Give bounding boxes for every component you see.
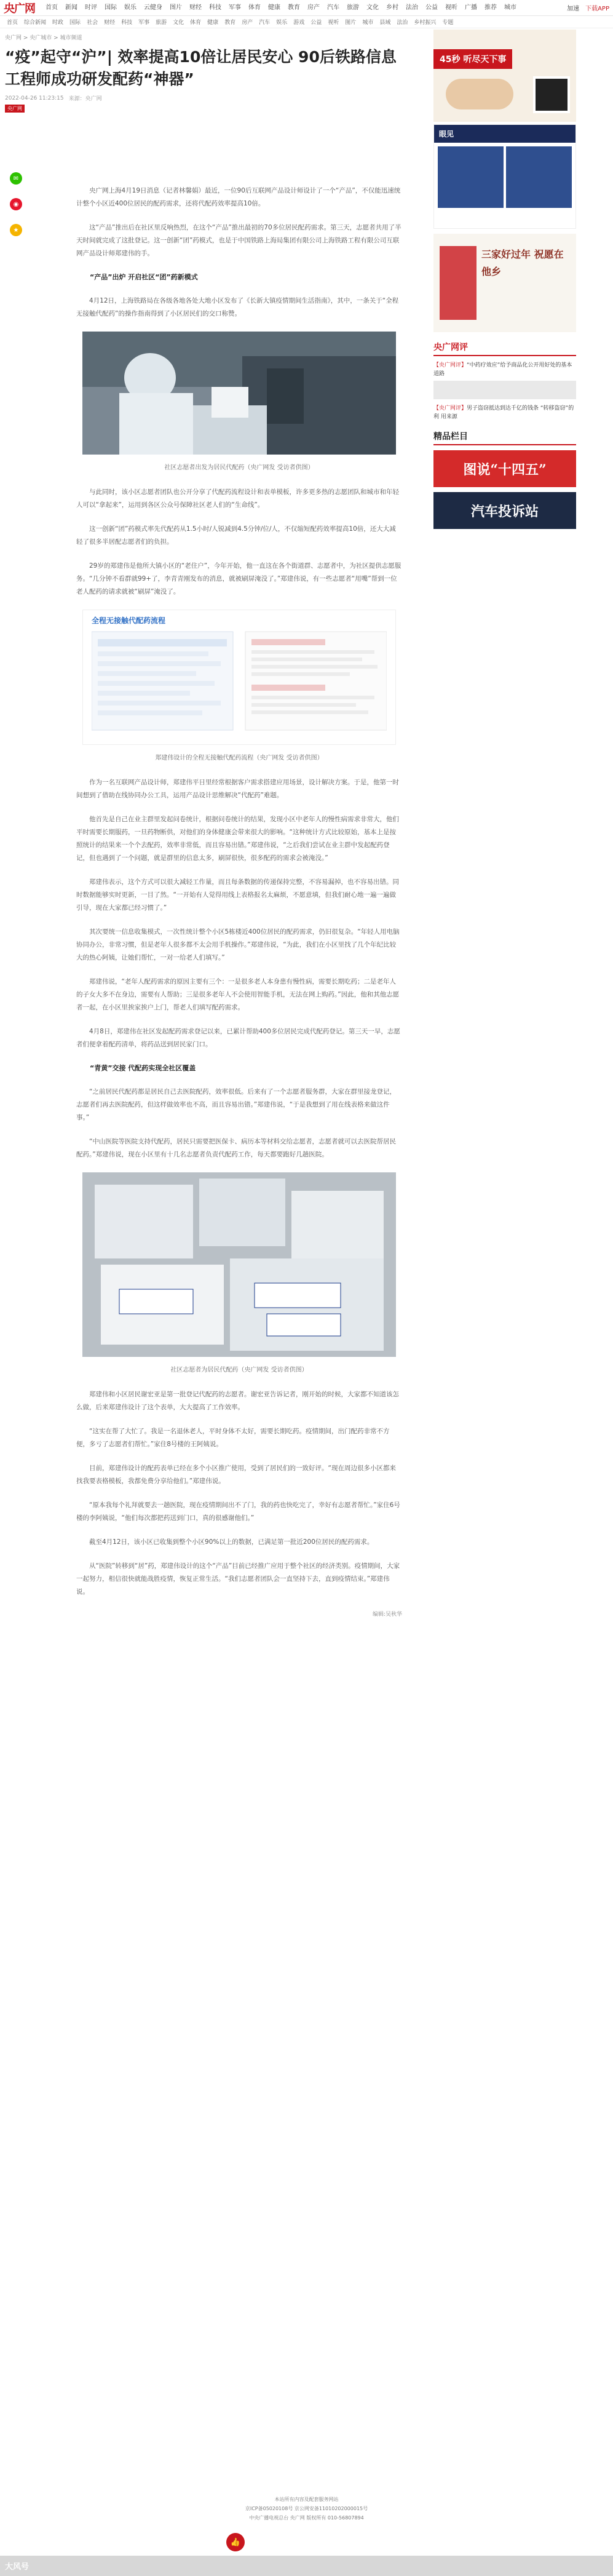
subnav-item[interactable]: 教育	[224, 20, 236, 26]
top-navbar	[0, 0, 613, 16]
paragraph: 与此同时，该小区志愿者团队也公开分享了代配药流程设计和表单模板，许多更多热的志愿团队和城市和年轻人可以“拿起来”，运用到各区公众号保障社区老人们的“生命线”。	[76, 488, 399, 509]
nav-item[interactable]: 汽车	[327, 4, 339, 11]
nav-item[interactable]: 城市	[504, 4, 516, 11]
paragraph: 郑建伟表示，这个方式可以很大减轻工作量，而且每条数据的传递保持完整，不容易漏掉，也不容易出错。同时数据能够实时更新，一目了然。“一开始有人觉得用线上表格报名太麻烦，不愿意填，但我们耐心地一遍一遍做引导，现在大家都已经习惯了。”	[76, 878, 399, 912]
top-right-actions	[567, 3, 609, 12]
sidebar	[433, 30, 576, 529]
paragraph: 郑建伟和小区居民谢宏亚是第一批登记代配药的志愿者。谢宏亚告诉记者，刚开始的时候，大家都不知道该怎么做，后来郑建伟设计了这个表单，大大提高了工作效率。	[76, 1391, 399, 1411]
nav-item[interactable]: 视听	[445, 4, 457, 11]
banner-14th-five-year[interactable]: 图说“十四五”	[433, 450, 576, 487]
subnav-item[interactable]: 社会	[87, 20, 98, 26]
site-logo[interactable]: 央广网	[4, 2, 35, 15]
footer-line: 本站所有内容及配套服务网站	[274, 2497, 339, 2502]
nav-item[interactable]: 国际	[105, 4, 117, 11]
nav-item[interactable]: 文化	[366, 4, 379, 11]
photo-caption: 郑建伟设计的全程无接触代配药流程（央广网发 受访者供图）	[155, 755, 323, 761]
footer-line: 中央广播电视总台 央广网 版权所有 010-56807894	[249, 2515, 364, 2521]
subnav-item[interactable]: 房产	[242, 20, 253, 26]
paragraph: 目前，郑建伟设计的配药表单已经在多个小区推广使用，受到了居民们的一致好评。“现在周边很多小区都来找我要表格模板，我都免费分享给他们。”郑建伟说。	[76, 1465, 396, 1485]
banner-car-complaint[interactable]: 汽车投诉站	[433, 492, 576, 529]
subnav-item[interactable]: 旅游	[156, 20, 167, 26]
article-flow-image	[82, 610, 396, 745]
paragraph: “原本我每个礼拜就要去一趟医院，现在疫情期间出不了门，我的药也快吃完了，幸好有志愿者帮忙。”家住6号楼的李阿姨说，“他们每次都把药送到门口，真的很感谢他们。”	[76, 1501, 400, 1522]
subnav-item[interactable]: 娱乐	[276, 20, 288, 26]
footer	[0, 2495, 613, 2522]
nav-item[interactable]: 时评	[85, 4, 97, 11]
sidebar-ad-poster[interactable]	[433, 234, 576, 332]
paragraph: 从“医院”转移到“居”药，郑建伟设计的这个“产品”目前已经推广应用于整个社区的经济类别。疫情期间，大家一起努力，相信很快就能战胜疫情，恢复正常生活。“我们志愿者团队会一直坚持下去，直到疫情结束。”郑建伟说。	[76, 1562, 400, 1596]
nav-item[interactable]: 财经	[189, 4, 202, 11]
subnav-item[interactable]: 专题	[442, 20, 454, 26]
subnav-item[interactable]: 县域	[379, 20, 391, 26]
subnav-item[interactable]: 法治	[397, 20, 408, 26]
publish-time: 2022-04-26 11:23:15	[5, 95, 64, 101]
subnav-item[interactable]: 城市	[362, 20, 374, 26]
paragraph: 央广网上海4月19日消息（记者林馨娟）最近，一位90后互联网产品设计师设计了一个“产品”，不仅能迅速统计整个小区近400位居民的配药需求，还将代配药效率提高10倍。	[76, 187, 401, 207]
subnav-item[interactable]: 汽车	[259, 20, 271, 26]
nav-item[interactable]: 军事	[229, 4, 241, 11]
footer-line: 京ICP备05020108号 京公网安备11010202000015号	[245, 2506, 368, 2511]
volunteer-photo-art	[82, 332, 396, 455]
author-badge: 央广网	[5, 105, 25, 113]
sub-navbar	[0, 16, 613, 28]
like-button[interactable]: 👍	[226, 2533, 245, 2551]
paragraph: “这实在帮了大忙了。我是一名退休老人，平时身体不太好，需要长期吃药。疫情期间，出门配药非常不方便，多亏了志愿者们帮忙。”家住8号楼的王阿姨说。	[76, 1428, 390, 1448]
article-meta	[5, 94, 423, 102]
section-heading: “青黄”交接 代配药实现全社区覆盖	[90, 1064, 196, 1072]
ad-slogan: 45秒 听尽天下事	[433, 49, 512, 69]
paragraph: 4月8日，郑建伟在社区发起配药需求登记以来，已累计帮助400多位居民完成代配药登记。第三天一早，志愿者们便拿着配药清单，将药品送到居民家门口。	[76, 1028, 400, 1048]
subnav-item[interactable]: 健康	[207, 20, 219, 26]
download-app-link[interactable]: 下载APP	[585, 6, 609, 12]
subnav-item[interactable]: 综合新闻	[24, 20, 47, 26]
nav-item[interactable]: 公益	[425, 4, 438, 11]
subnav-item[interactable]: 乡村振兴	[414, 20, 437, 26]
poster-decoration	[440, 246, 477, 320]
nav-item[interactable]: 乡村	[386, 4, 398, 11]
nav-item[interactable]: 科技	[209, 4, 221, 11]
article-photo-volunteer	[82, 332, 396, 455]
nav-item[interactable]: 图片	[170, 4, 182, 11]
main-content	[5, 30, 423, 113]
section-heading: “产品”出炉 开启社区“团”药新模式	[90, 273, 198, 281]
subnav-item[interactable]: 游戏	[293, 20, 305, 26]
nav-item[interactable]: 房产	[307, 4, 320, 11]
subnav-item[interactable]: 首页	[7, 20, 18, 26]
subnav-item[interactable]: 财经	[104, 20, 116, 26]
subnav-item[interactable]: 公益	[310, 20, 322, 26]
article-title: “疫”起守“沪”| 效率提高10倍让居民安心 90后铁路信息工程师成功研发配药“神器”	[5, 48, 397, 88]
subnav-item[interactable]: 时政	[52, 20, 64, 26]
subnav-item[interactable]: 体育	[190, 20, 202, 26]
nav-item[interactable]: 广播	[465, 4, 477, 11]
sidebar-ad-video[interactable]	[433, 124, 576, 229]
article-body	[76, 185, 402, 1618]
watermark: 大风号	[5, 2562, 30, 2572]
nav-item[interactable]: 首页	[45, 4, 58, 11]
ad-video-title: 眼见	[434, 125, 575, 143]
main-nav	[42, 0, 567, 16]
video-thumbnail	[506, 146, 572, 208]
speed-link[interactable]: 加速	[567, 6, 580, 12]
comment-item[interactable]: 【央广网评】“中药疗效应”给予商品化公开用好处的基本道路	[433, 361, 576, 399]
editor-credit: 编辑:吴秋华	[372, 1612, 402, 1618]
article-source: 来源：央广网	[68, 96, 102, 102]
qr-code-icon	[533, 76, 570, 113]
favorite-star-icon[interactable]: ★	[10, 224, 22, 236]
paragraph: 29岁的郑建伟是他所大镇小区的“老住户”，今年开始，他一直这在各个街道群、志愿者中，为社区提供志愿服务。“几分钟不看群就99+了，李青青刚发布的消息，就被刷屏淹没了。”郑建伟说，有一些志愿者“用嘴”帮到一位老人配药的请求就被“刷屏”淹没了。	[76, 562, 401, 595]
flow-diagram-art	[92, 626, 387, 736]
wechat-share-icon[interactable]: ✉	[10, 172, 22, 185]
nav-item[interactable]: 教育	[288, 4, 300, 11]
comment-section-title: 央广网评	[433, 341, 576, 356]
flow-title: 全程无接触代配药流程	[92, 616, 166, 625]
paragraph: 他首先是自己在业主群里发起问卷统计，根据问卷统计的结果，发现小区中老年人的慢性病需求非常大，他们平时需要长期服药，一旦药物断供，对他们的身体健康会带来很大的影响。“这种统计方式比较原始，基本上是按照统计的结果来一个个去配药，效率非常低，而且容易出错。”郑建伟说，“之后我们尝试在业主群中发起配药登记，但也遇到了一个问题，就是群里的信息太多，刷屏很快，很多配药的需求会被淹没。”	[76, 816, 399, 862]
paragraph: “之前居民代配药都是居民自己去医院配药，效率很低。后来有了一个志愿者服务群，大家在群里接龙登记，志愿者们再去医院配药，但这样做效率也不高，而且容易出错。”郑建伟说，“于是我想到了用在线表格来做这件事。”	[76, 1088, 396, 1121]
featured-section-title: 精品栏目	[433, 430, 576, 445]
weibo-share-icon[interactable]: ◉	[10, 198, 22, 210]
sidebar-ad-radio[interactable]	[433, 30, 576, 122]
nav-item[interactable]: 娱乐	[124, 4, 136, 11]
paragraph: 作为一名互联网产品设计师，郑建伟平日里经常根据客户需求搭建应用场景，设计解决方案。于是，他第一时间想到了借助在线协同办公工具，运用产品设计思维解决“代配药”难题。	[76, 779, 399, 799]
subnav-item[interactable]: 文化	[173, 20, 184, 26]
subnav-item[interactable]: 视听	[328, 20, 339, 26]
paragraph: 其次要统一信息收集模式，一次性统计整个小区5栋楼近400位居民的配药需求，仍旧很复杂。“年轻人用电脑协同办公，非常习惯，但是老年人很多都不太会用手机操作。”郑建伟说，“为此，我们在小区里找了几个年纪比较大的热心阿姨，让她们帮忙，一对一给老人们填写。”	[76, 928, 400, 961]
ad-decoration	[446, 79, 513, 109]
comment-thumbnail	[433, 381, 576, 399]
subnav-item[interactable]: 国际	[69, 20, 81, 26]
paragraph: 这一创新“团”药模式率先代配药从1.5小时/人锐减到4.5分钟/位/人，不仅缩短配药效率提高10倍，还大大减轻了很多半居配志愿者们的负担。	[76, 525, 396, 546]
share-bar	[10, 172, 22, 236]
subnav-item[interactable]: 图片	[345, 20, 357, 26]
poster-text: 三家好过年 祝愿在他乡	[481, 248, 564, 277]
photo-caption: 社区志愿者为居民代配药（央广网发 受访者供图）	[170, 1367, 308, 1373]
medicine-bags-photo-art	[82, 1172, 396, 1357]
paragraph: “中山医院等医院支持代配药，居民只需要把医保卡、病历本等材料交给志愿者，志愿者就可以去医院帮居民配药。”郑建伟说，现在小区里有十几名志愿者负责代配药工作，每天都要跑好几趟医院。	[76, 1138, 396, 1158]
subnav-item[interactable]: 军事	[138, 20, 150, 26]
bottom-strip	[0, 2556, 613, 2576]
nav-item[interactable]: 健康	[268, 4, 280, 11]
subnav-item[interactable]: 科技	[121, 20, 133, 26]
nav-item[interactable]: 法治	[406, 4, 418, 11]
nav-item[interactable]: 新闻	[65, 4, 77, 11]
paragraph: 截至4月12日，该小区已收集到整个小区90%以上的数据，已满足第一批近200位居民的配药需求。	[89, 1538, 374, 1546]
nav-item[interactable]: 旅游	[347, 4, 359, 11]
paragraph: 郑建伟说，“老年人配药需求的原因主要有三个：一是很多老人本身患有慢性病，需要长期吃药；二是老年人的子女大多不在身边，需要有人帮助；三是很多老年人不会使用智能手机，无法在网上购药。”因此，他和其他志愿者一起，在小区里挨家挨户上门，帮老人们填写配药需求。	[76, 978, 400, 1011]
breadcrumb[interactable]: 央广网 > 央广城市 > 城市频道	[5, 35, 82, 41]
paragraph: 4月12日，上海铁路局在各级各地各处大地小区发布了《长新大镇疫情期间生活指南》，其中，一条关于“全程无接触代配药”的操作指南得到了小区居民们的交口称赞。	[76, 297, 399, 317]
paragraph: 这“产品”推出后在社区里反响热烈，在这个“产品”推出最初的70多位居民配药需求。第三天，志愿者共用了半天时间就完成了这批登记。这一创新“团”药模式，也是于中国铁路上海局集团有限公司上海铁路工程有限公司互联网产品设计师郑建伟的手。	[76, 224, 401, 257]
nav-item[interactable]: 推荐	[484, 4, 497, 11]
photo-caption: 社区志愿者出发为居民代配药（央广网发 受访者供图）	[164, 464, 314, 471]
nav-item[interactable]: 体育	[248, 4, 261, 11]
comment-item[interactable]: 【央广网评】男子盗窃抵达到达千亿的钱条 “转移盗窃”的 利 用来源	[433, 405, 574, 420]
article-photo-medicine	[82, 1172, 396, 1357]
nav-item[interactable]: 云健身	[144, 4, 162, 11]
video-thumbnail	[438, 146, 504, 208]
